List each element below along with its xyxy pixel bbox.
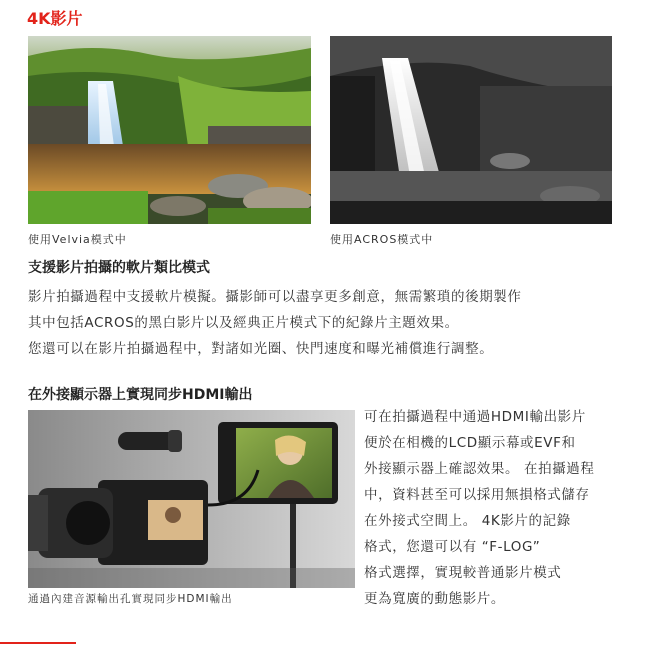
velvia-waterfall-photo xyxy=(28,36,311,224)
section2-line-3: 外接顯示器上確認效果。 在拍攝過程 xyxy=(364,461,595,477)
section2-line-5: 在外接式空間上。 4K影片的記錄 xyxy=(364,513,571,529)
section1-line-2: 其中包括ACROS的黑白影片以及經典正片模式下的紀錄片主題效果。 xyxy=(28,315,459,331)
section2-line-7: 格式選擇，實現較普通影片模式 xyxy=(364,565,562,581)
acros-waterfall-photo xyxy=(330,36,612,224)
section2-line-8: 更為寬廣的動態影片。 xyxy=(364,591,505,607)
section1-body xyxy=(28,284,643,362)
section-title-4k: 4K影片 xyxy=(27,9,83,28)
footer-accent-rule xyxy=(0,642,76,644)
section1-line-3: 您還可以在影片拍攝過程中，對諸如光圈、快門速度和曝光補償進行調整。 xyxy=(28,341,494,357)
section2-line-4: 中，資料甚至可以採用無損格式儲存 xyxy=(364,487,590,503)
section2-body xyxy=(364,404,649,612)
section2-line-2: 便於在相機的LCD顯示幕或EVF和 xyxy=(364,435,576,451)
hdmi-photo-caption: 通過內建音源輸出孔實現同步HDMI輸出 xyxy=(28,593,233,605)
section2-heading: 在外接顯示器上實現同步HDMI輸出 xyxy=(28,387,253,403)
section1-heading: 支援影片拍攝的軟片類比模式 xyxy=(28,260,210,276)
section2-line-6: 格式，您還可以有 “F-LOG” xyxy=(364,539,541,555)
acros-caption: 使用ACROS模式中 xyxy=(330,233,434,246)
hdmi-camera-monitor-photo xyxy=(28,410,355,588)
velvia-caption: 使用Velvia模式中 xyxy=(28,233,127,246)
section1-line-1: 影片拍攝過程中支援軟片模擬。攝影師可以盡享更多創意，無需繁瑣的後期製作 xyxy=(28,289,522,305)
section2-line-1: 可在拍攝過程中通過HDMI輸出影片 xyxy=(364,409,586,425)
